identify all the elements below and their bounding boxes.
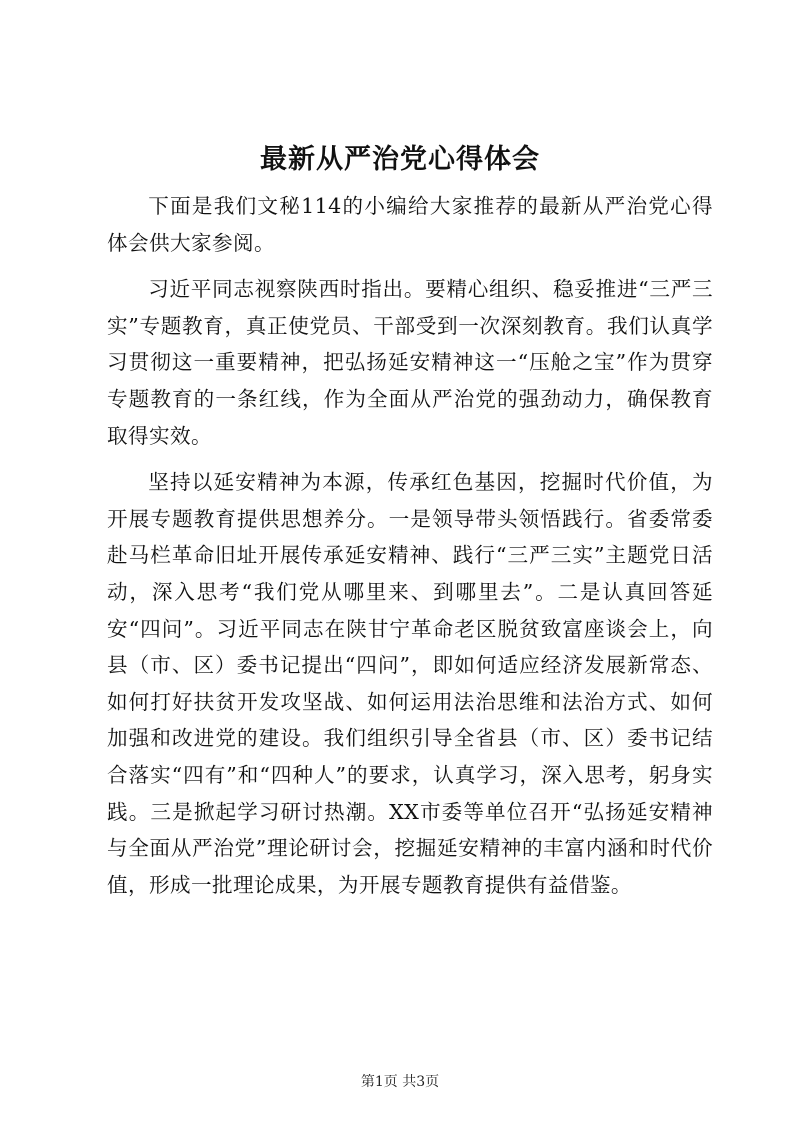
document-title: 最新从严治党心得体会 (260, 144, 540, 175)
page-footer: 第1页 共3页 (360, 1074, 440, 1090)
paragraph-yanan-spirit: 坚持以延安精神为本源，传承红色基因，挖掘时代价值，为开展专题教育提供思想养分。一是领导带头领悟践行。省委常委赴马栏革命旧址开展传承延安精神、践行“三严三实”主题党日活动，深入思考“我们党从哪里来、到哪里去”。二是认真回答延安“四问”。习近平同志在陕甘宁革命老区脱贫致富座谈会上，向县（市、区）委书记提出“四问”，即如何适应经济发展新常态、如何打好扶贫开发攻坚战、如何运用法治思维和法治方式、如何加强和改进党的建设。我们组织引导全省县（市、区）委书记结合落实“四有”和“四种人”的要求，认真学习，深入思考，躬身实践。三是掀起学习研讨热潮。XX市委等单位召开“弘扬延安精神与全面从严治党”理论研讨会，挖掘延安精神的丰富内涵和时代价值，形成一批理论成果，为开展专题教育提供有益借鉴。 (107, 470, 713, 897)
document-body (107, 188, 713, 913)
paragraph-inspection: 习近平同志视察陕西时指出。要精心组织、稳妥推进“三严三实”专题教育，真正使党员、干部受到一次深刻教育。我们认真学习贯彻这一重要精神，把弘扬延安精神这一“压舱之宝”作为贯穿专题教育的一条红线，作为全面从严治党的强劲动力，确保教育取得实效。 (107, 277, 713, 448)
paragraph-intro: 下面是我们文秘114的小编给大家推荐的最新从严治党心得体会供大家参阅。 (107, 194, 713, 255)
